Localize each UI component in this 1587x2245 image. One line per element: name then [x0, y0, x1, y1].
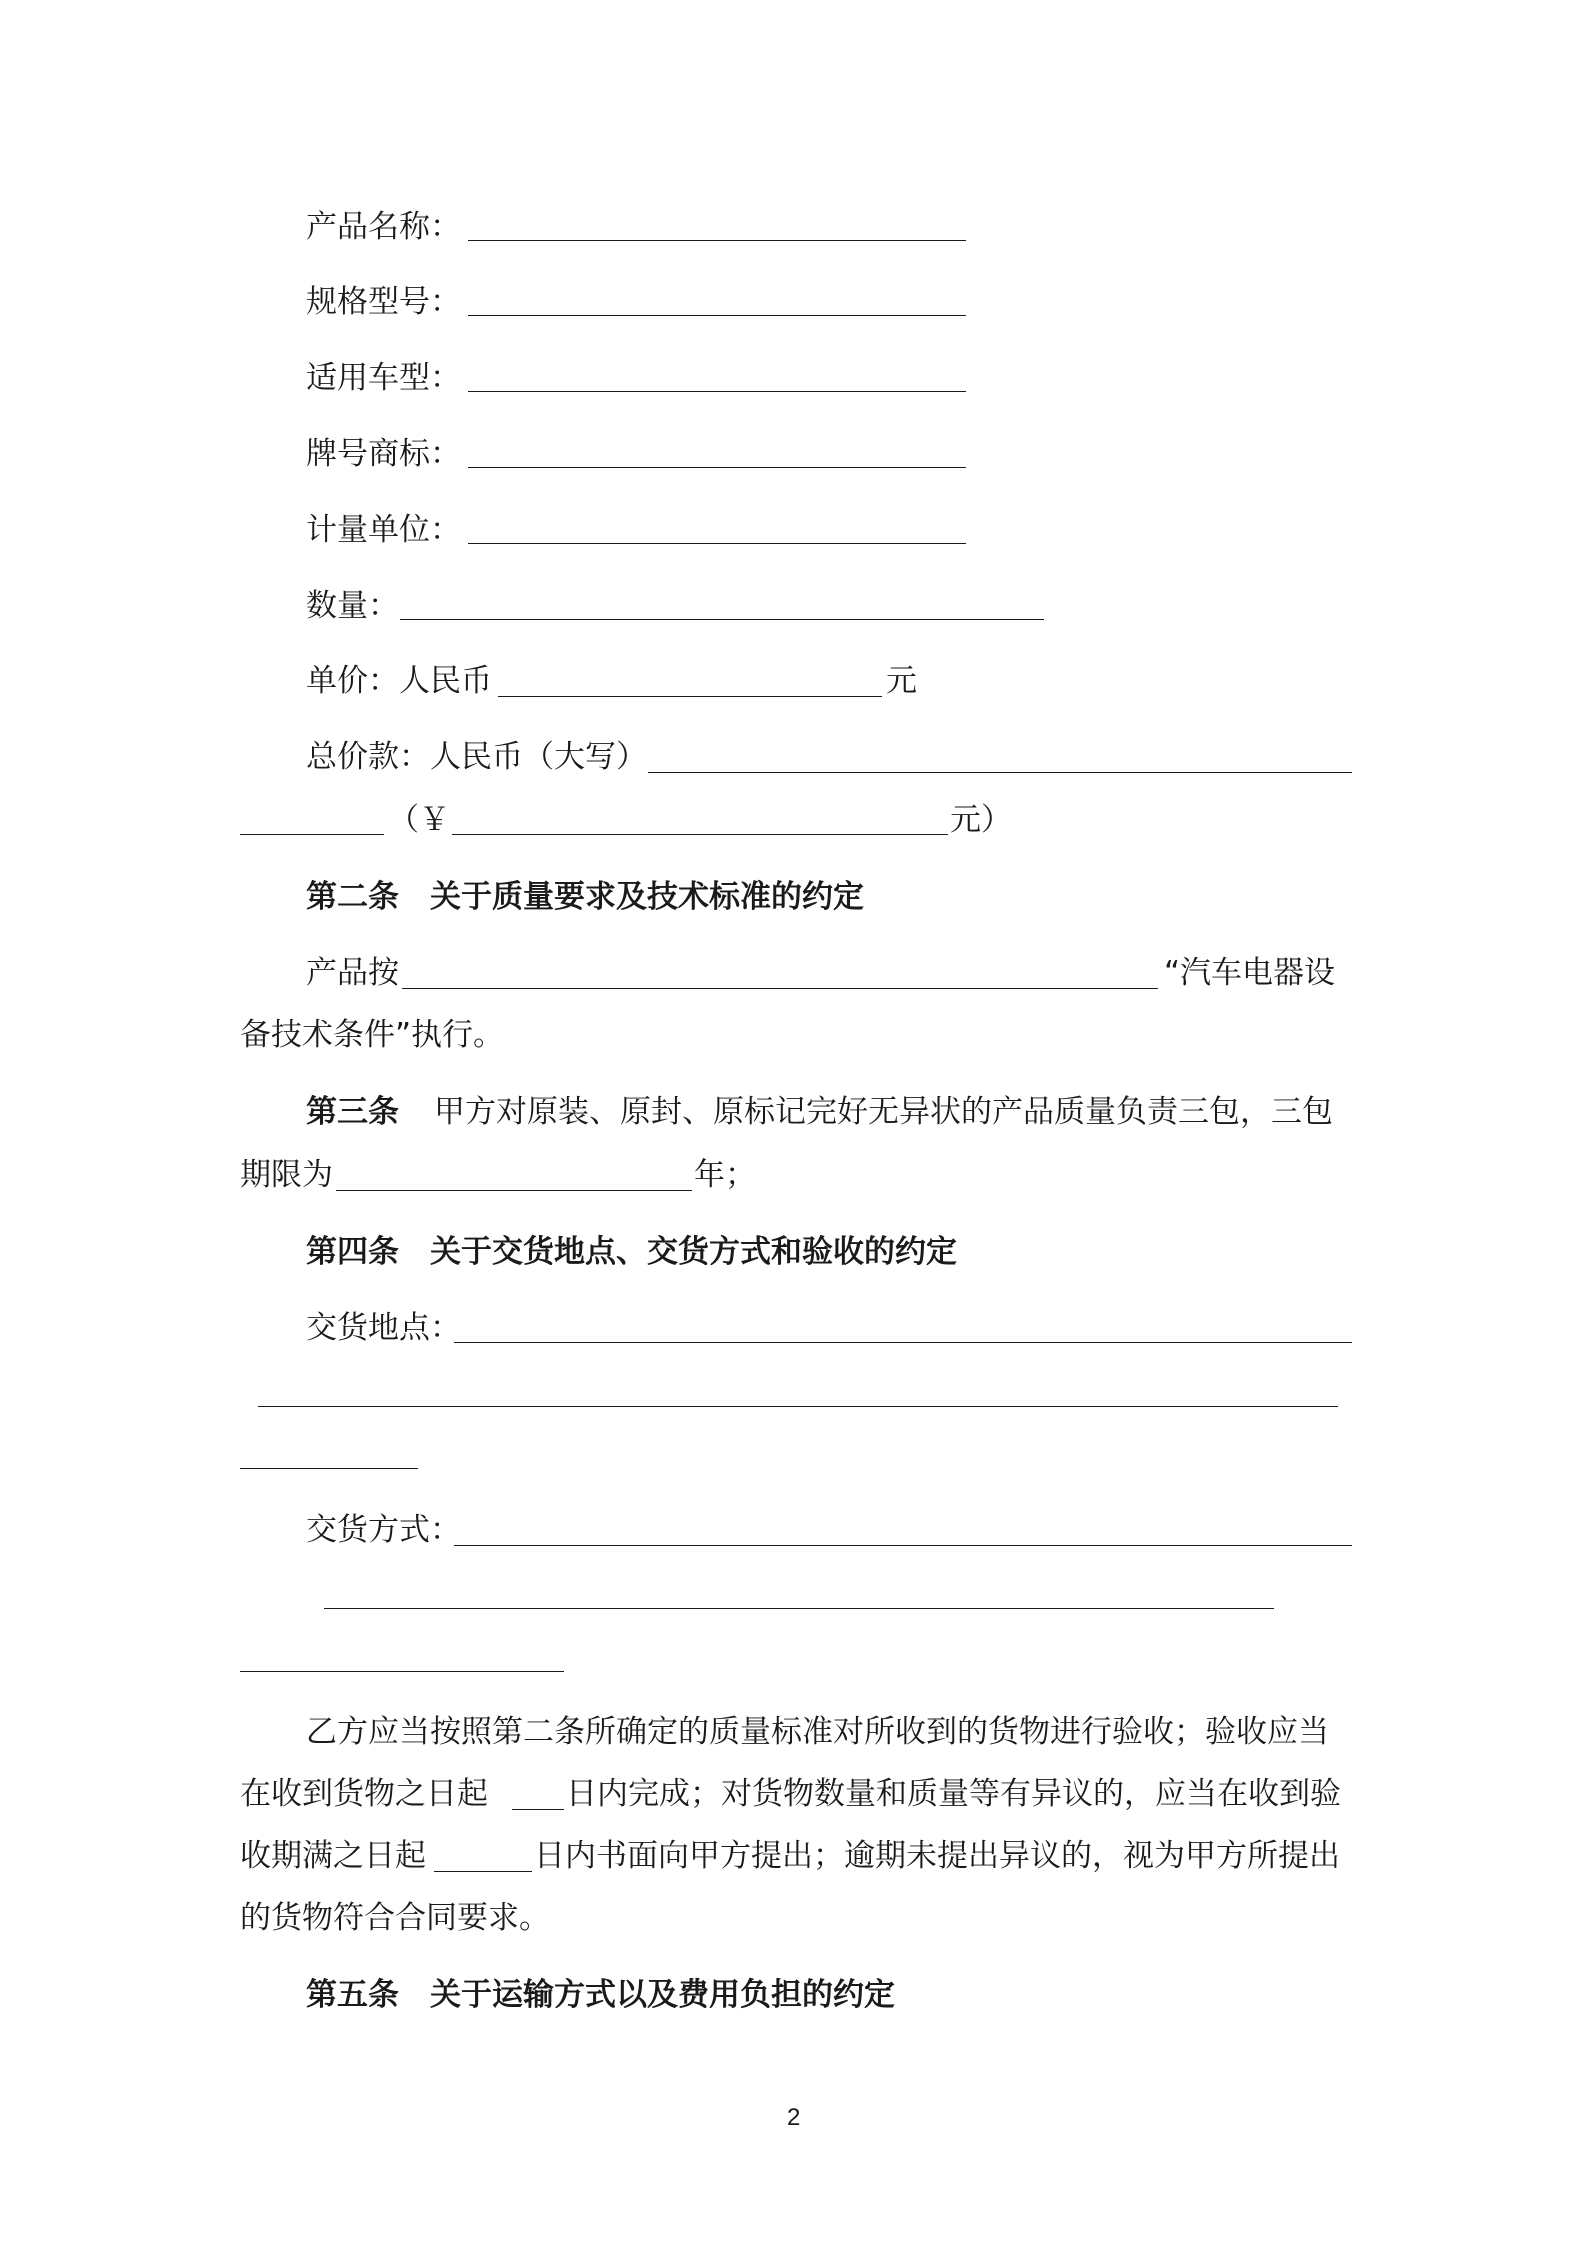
delivery-method-label: 交货方式：	[306, 1512, 461, 1548]
vehicle-model-label: 适用车型：	[306, 360, 461, 396]
vehicle-model-blank[interactable]	[468, 391, 966, 392]
unit-label: 计量单位：	[306, 512, 461, 548]
objection-days-blank[interactable]	[434, 1871, 532, 1872]
product-name-label: 产品名称：	[306, 209, 461, 245]
inspection-days-blank[interactable]	[512, 1809, 564, 1810]
article-5-title: 第五条 关于运输方式以及费用负担的约定	[306, 1977, 895, 2013]
product-name-blank[interactable]	[468, 240, 966, 241]
yen-close: 元）	[950, 802, 1012, 838]
delivery-method-blank[interactable]	[454, 1545, 1352, 1546]
yen-amount-blank[interactable]	[452, 834, 948, 835]
inspection-para-line3a: 收期满之日起	[240, 1838, 426, 1874]
quantity-label: 数量：	[306, 588, 399, 624]
inspection-para-line4: 的货物符合合同要求。	[240, 1900, 550, 1936]
quality-standard-blank[interactable]	[402, 988, 1158, 989]
warranty-period-blank[interactable]	[336, 1190, 692, 1191]
delivery-method-blank-2[interactable]	[324, 1608, 1274, 1609]
spec-model-blank[interactable]	[468, 315, 966, 316]
spec-model-label: 规格型号：	[306, 284, 461, 320]
unit-price-yuan: 元	[886, 663, 917, 699]
article-3-line1: 甲方对原装、原封、原标记完好无异状的产品质量负责三包，三包	[434, 1094, 1333, 1130]
unit-blank[interactable]	[468, 543, 966, 544]
article-3-head: 第三条	[306, 1094, 399, 1130]
quantity-blank[interactable]	[400, 619, 1044, 620]
brand-label: 牌号商标：	[306, 436, 461, 472]
total-price-blank-cont[interactable]	[240, 834, 384, 835]
yen-open: （￥	[388, 802, 450, 838]
inspection-para-line2a: 在收到货物之日起	[240, 1776, 488, 1812]
delivery-place-blank[interactable]	[454, 1342, 1352, 1343]
delivery-method-blank-3[interactable]	[240, 1671, 564, 1672]
inspection-para-line3b: 日内书面向甲方提出；逾期未提出异议的，视为甲方所提出	[534, 1838, 1340, 1874]
delivery-place-label: 交货地点：	[306, 1310, 461, 1346]
unit-price-label: 单价：人民币	[306, 663, 492, 699]
delivery-place-blank-2[interactable]	[258, 1406, 1338, 1407]
article-2-line1-end: “汽车电器设	[1164, 955, 1336, 991]
total-price-blank[interactable]	[648, 772, 1352, 773]
article-2-title: 第二条 关于质量要求及技术标准的约定	[306, 879, 864, 915]
article-2-line2: 备技术条件”执行。	[240, 1017, 505, 1053]
article-3-line2-start: 期限为	[240, 1157, 333, 1193]
unit-price-blank[interactable]	[498, 696, 882, 697]
page-number: 2	[787, 2104, 801, 2131]
delivery-place-blank-3[interactable]	[240, 1468, 418, 1469]
inspection-para-line2b: 日内完成；对货物数量和质量等有异议的，应当在收到验	[566, 1776, 1341, 1812]
inspection-para-line1: 乙方应当按照第二条所确定的质量标准对所收到的货物进行验收；验收应当	[306, 1714, 1329, 1750]
total-price-label: 总价款：人民币（大写）	[306, 739, 647, 775]
article-4-title: 第四条 关于交货地点、交货方式和验收的约定	[306, 1234, 957, 1270]
article-2-line1-start: 产品按	[306, 955, 399, 991]
article-3-line2-end: 年；	[694, 1157, 756, 1193]
brand-blank[interactable]	[468, 467, 966, 468]
